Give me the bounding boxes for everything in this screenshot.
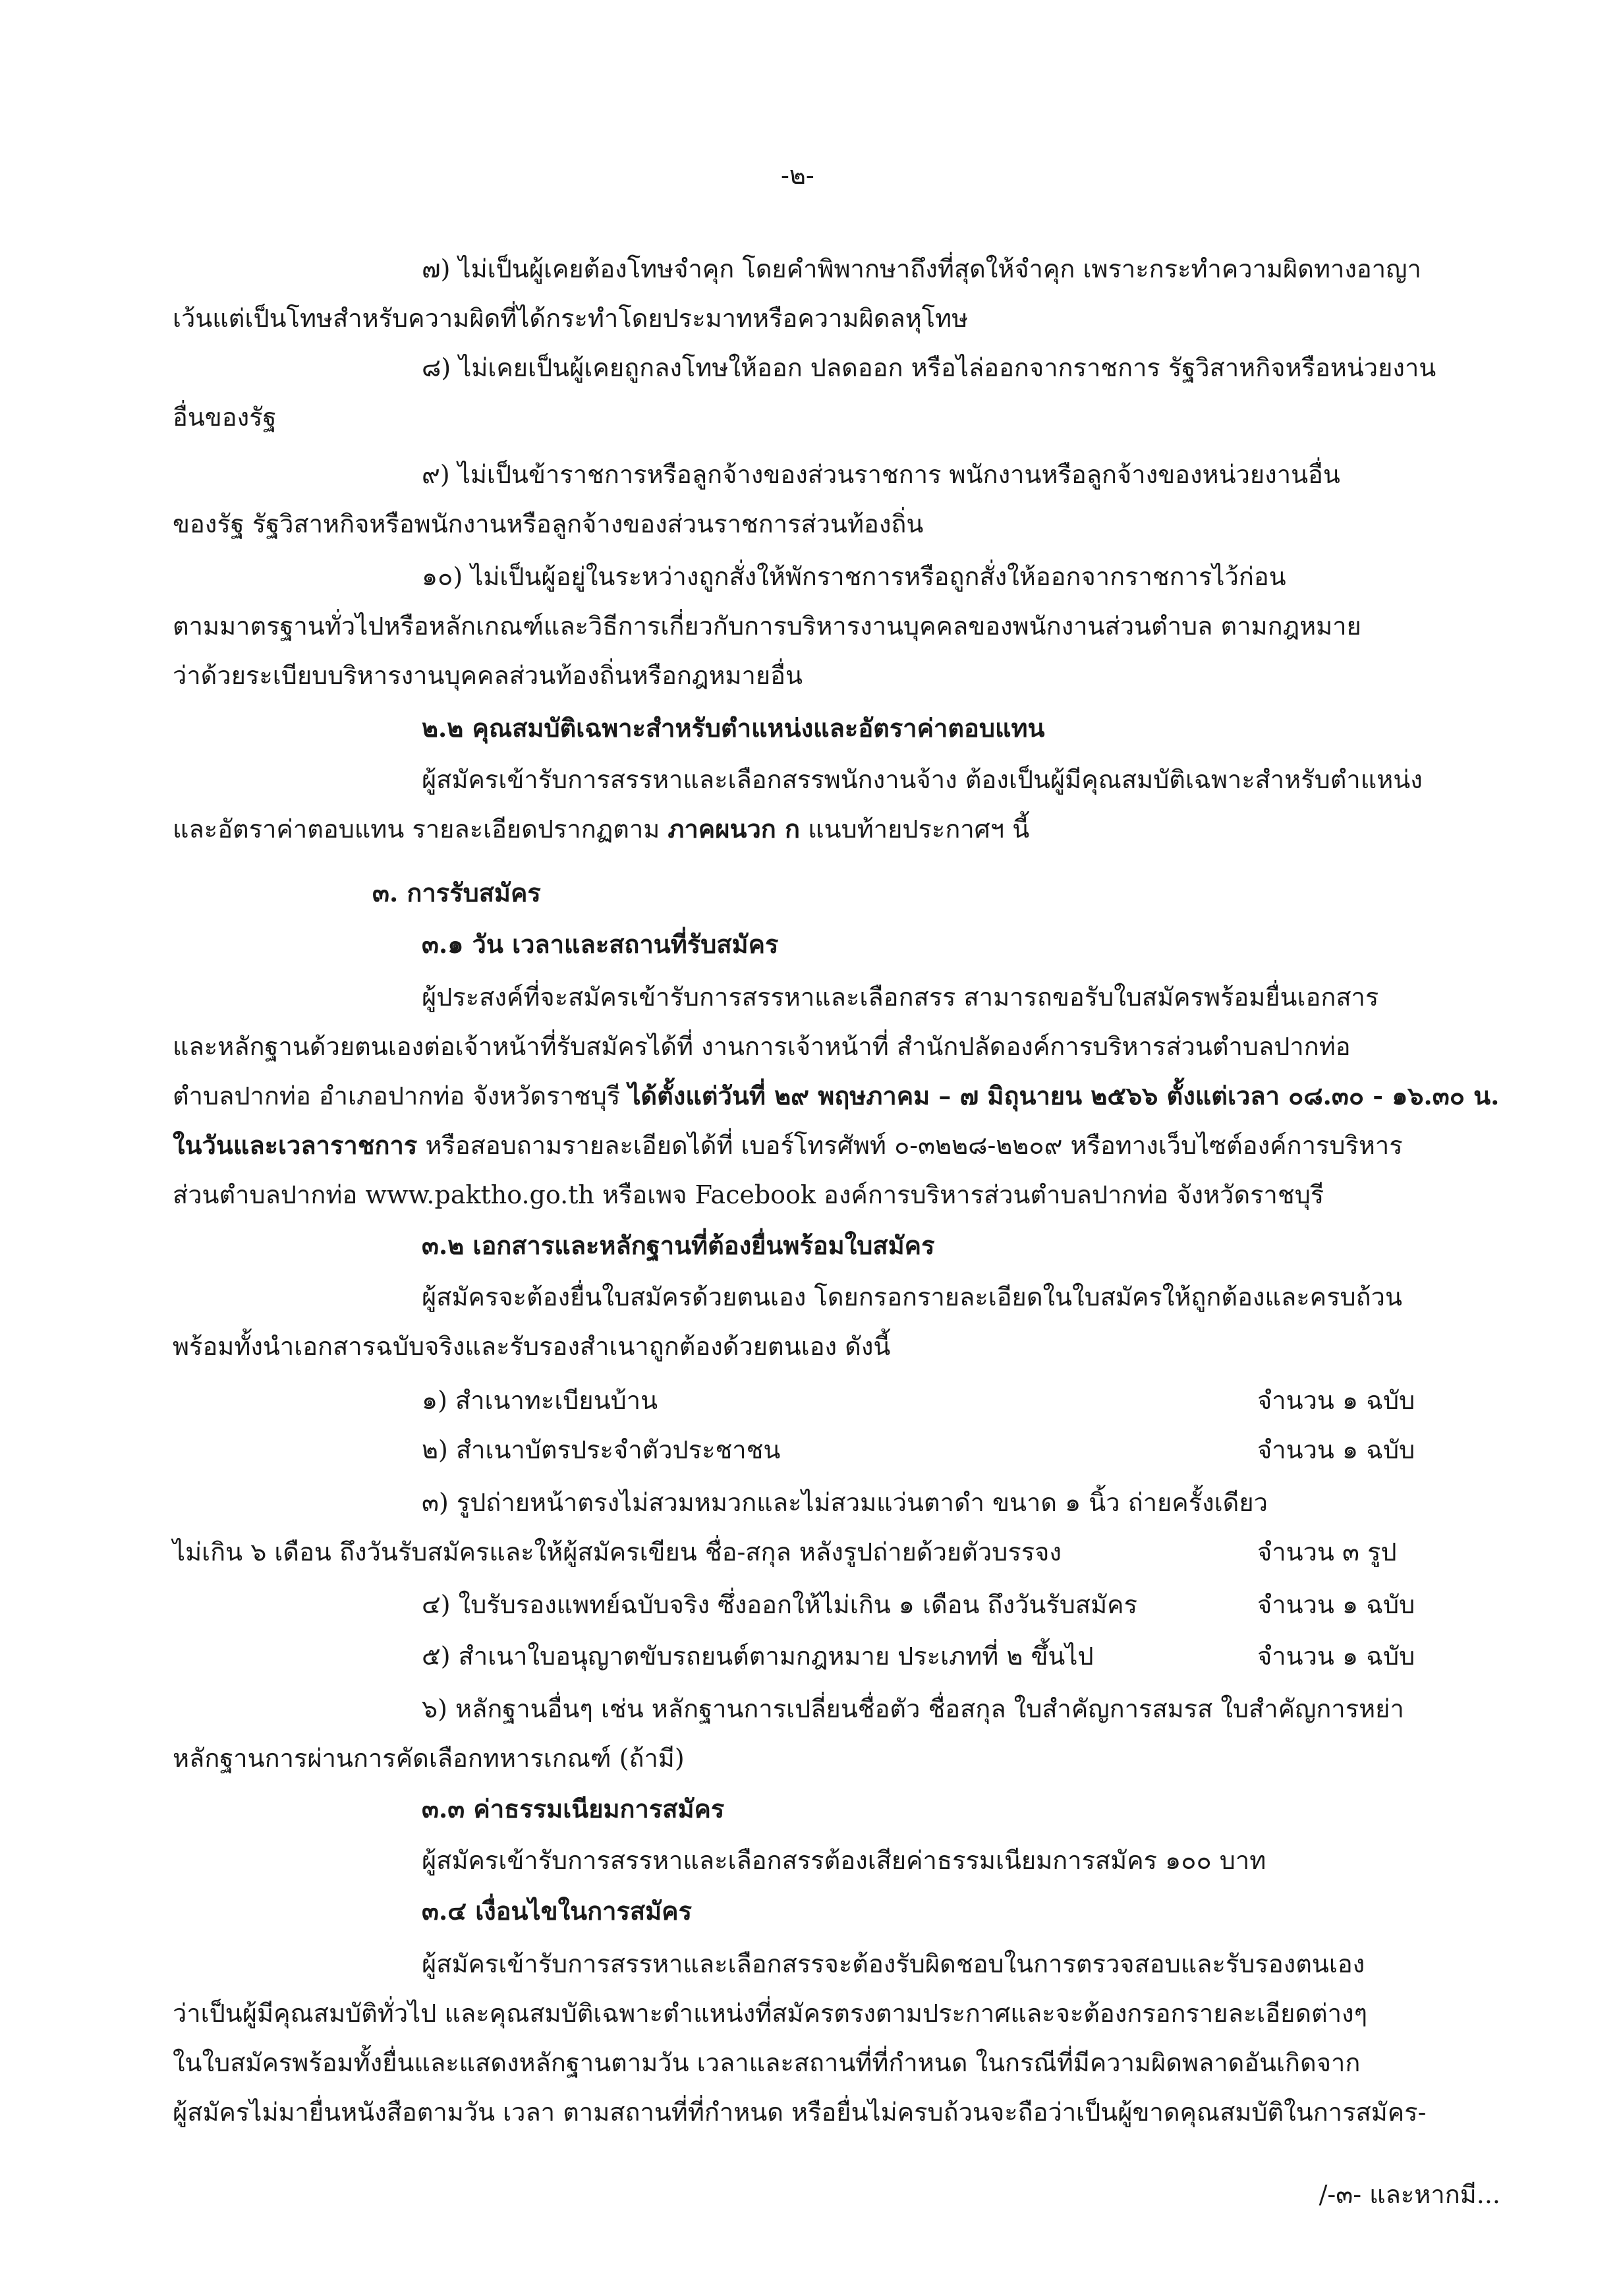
doc-item-3-line1 xyxy=(422,1483,1542,1522)
doc-item-text: ๑) สำเนาทะเบียนบ้าน xyxy=(422,1386,658,1415)
qual-10-line1: ๑๐) ไม่เป็นผู้อยู่ในระหว่างถูกสั่งให้พักราชการหรือถูกสั่งให้ออกจากราชการไว้ก่อน xyxy=(422,562,1286,591)
section-3-2-heading: ๓.๒ เอกสารและหลักฐานที่ต้องยื่นพร้อมใบสมัคร xyxy=(422,1230,935,1260)
doc-item-1 xyxy=(422,1381,1542,1420)
qual-7-line2: เว้นแต่เป็นโทษสำหรับความผิดที่ได้กระทำโดยประมาทหรือความผิดลหุโทษ xyxy=(173,304,969,333)
doc-item-text: ๒) สำเนาบัตรประจำตัวประชาชน xyxy=(422,1435,781,1464)
section-3-2-line1: ผู้สมัครจะต้องยื่นใบสมัครด้วยตนเอง โดยกรอกรายละเอียดในใบสมัครให้ถูกต้องและครบถ้วน xyxy=(422,1282,1402,1311)
doc-item-6-line1: ๖) หลักฐานอื่นๆ เช่น หลักฐานการเปลี่ยนชื่อตัว ชื่อสกุล ใบสำคัญการสมรส ใบสำคัญการหย่า xyxy=(422,1694,1404,1723)
section-2-2-heading: ๒.๒ คุณสมบัติเฉพาะสำหรับตำแหน่งและอัตราค่าตอบแทน xyxy=(422,713,1045,743)
qual-7-line1: ๗) ไม่เป็นผู้เคยต้องโทษจำคุก โดยคำพิพากษาถึงที่สุดให้จำคุก เพราะกระทำความผิดทางอาญา xyxy=(422,254,1421,283)
section-3-1-line3: ตำบลปากท่อ อำเภอปากท่อ จังหวัดราชบุรี ได้ตั้งแต่วันที่ ๒๙ พฤษภาคม – ๗ มิถุนายน ๒๕๖๖ ตั้งแต่เวลา ๐๘.๓๐ - ๑๖.๓๐ น. xyxy=(173,1081,1500,1110)
section-3-4-heading: ๓.๔ เงื่อนไขในการสมัคร xyxy=(422,1896,692,1926)
section-3-4-line2: ว่าเป็นผู้มีคุณสมบัติทั่วไป และคุณสมบัติเฉพาะตำแหน่งที่สมัครตรงตามประกาศและจะต้องกรอกรายละเอียดต่างๆ xyxy=(173,1999,1367,2028)
qual-10-line3: ว่าด้วยระเบียบบริหารงานบุคคลส่วนท้องถิ่นหรือกฎหมายอื่น xyxy=(173,661,803,690)
section-2-2-line1: ผู้สมัครเข้ารับการสรรหาและเลือกสรรพนักงานจ้าง ต้องเป็นผู้มีคุณสมบัติเฉพาะสำหรับตำแหน่ง xyxy=(422,765,1423,794)
doc-item-qty: จำนวน ๑ ฉบับ xyxy=(1257,1642,1415,1671)
section-3-4-line3: ในใบสมัครพร้อมทั้งยื่นและแสดงหลักฐานตามวัน เวลาและสถานที่ที่กำหนด ในกรณีที่มีความผิดพลาดอันเกิดจาก xyxy=(173,2048,1361,2077)
qual-10-line2: ตามมาตรฐานทั่วไปหรือหลักเกณฑ์และวิธีการเกี่ยวกับการบริหารงานบุคคลของพนักงานส่วนตำบล ตามกฎหมาย xyxy=(173,612,1361,641)
doc-item-qty: จำนวน ๓ รูป xyxy=(1257,1537,1397,1566)
section-3-1-heading: ๓.๑ วัน เวลาและสถานที่รับสมัคร xyxy=(422,929,779,959)
section-3-1-line2: และหลักฐานด้วยตนเองต่อเจ้าหน้าที่รับสมัครได้ที่ งานการเจ้าหน้าที่ สำนักปลัดองค์การบริหารส่วนตำบลปากท่อ xyxy=(173,1032,1351,1061)
page-footer-continuation: /-๓- และหากมี... xyxy=(1319,2180,1500,2209)
qual-9-line2: ของรัฐ รัฐวิสาหกิจหรือพนักงานหรือลูกจ้างของส่วนราชการส่วนท้องถิ่น xyxy=(173,509,924,538)
doc-item-qty: จำนวน ๑ ฉบับ xyxy=(1257,1386,1415,1415)
section-3-4-line4: ผู้สมัครไม่มายื่นหนังสือตามวัน เวลา ตามสถานที่ที่กำหนด หรือยื่นไม่ครบถ้วนจะถือว่าเป็นผู้ขาดคุณสมบัติในการสมัคร- xyxy=(173,2098,1427,2127)
section-3-1-line1: ผู้ประสงค์ที่จะสมัครเข้ารับการสรรหาและเลือกสรร สามารถขอรับใบสมัครพร้อมยื่นเอกสาร xyxy=(422,983,1379,1012)
doc-item-text: ๔) ใบรับรองแพทย์ฉบับจริง ซึ่งออกให้ไม่เกิน ๑ เดือน ถึงวันรับสมัคร xyxy=(422,1590,1137,1619)
section-3-3-heading: ๓.๓ ค่าธรรมเนียมการสมัคร xyxy=(422,1794,725,1823)
doc-item-text: ไม่เกิน ๖ เดือน ถึงวันรับสมัครและให้ผู้สมัครเขียน ชื่อ-สกุล หลังรูปถ่ายด้วยตัวบรรจง xyxy=(173,1537,1062,1566)
page-number: -๒- xyxy=(781,161,814,190)
qual-8-line1: ๘) ไม่เคยเป็นผู้เคยถูกลงโทษให้ออก ปลดออก หรือไล่ออกจากราชการ รัฐวิสาหกิจหรือหน่วยงาน xyxy=(422,353,1436,382)
doc-item-4 xyxy=(422,1585,1542,1624)
doc-item-3-line2 xyxy=(173,1532,1543,1572)
doc-item-2 xyxy=(422,1430,1542,1470)
qual-8-line2: อื่นของรัฐ xyxy=(173,403,277,432)
section-3-1-line5: ส่วนตำบลปากท่อ www.paktho.go.th หรือเพจ Facebook องค์การบริหารส่วนตำบลปากท่อ จังหวัดราชบุรี xyxy=(173,1180,1324,1209)
section-3-3-line1: ผู้สมัครเข้ารับการสรรหาและเลือกสรรต้องเสียค่าธรรมเนียมการสมัคร ๑๐๐ บาท xyxy=(422,1846,1266,1875)
doc-item-6-line2: หลักฐานการผ่านการคัดเลือกทหารเกณฑ์ (ถ้ามี) xyxy=(173,1744,685,1773)
section-3-2-line2: พร้อมทั้งนำเอกสารฉบับจริงและรับรองสำเนาถูกต้องด้วยตนเอง ดังนี้ xyxy=(173,1332,891,1361)
qual-9-line1: ๙) ไม่เป็นข้าราชการหรือลูกจ้างของส่วนราชการ พนักงานหรือลูกจ้างของหน่วยงานอื่น xyxy=(422,460,1340,489)
doc-item-text: ๕) สำเนาใบอนุญาตขับรถยนต์ตามกฎหมาย ประเภทที่ ๒ ขึ้นไป xyxy=(422,1642,1094,1671)
section-3-1-line4: ในวันและเวลาราชการ หรือสอบถามรายละเอียดได้ที่ เบอร์โทรศัพท์ ๐-๓๒๒๘-๒๒๐๙ หรือทางเว็บไซต์องค์การบริหาร xyxy=(173,1130,1403,1160)
doc-item-qty: จำนวน ๑ ฉบับ xyxy=(1257,1590,1415,1619)
doc-item-5 xyxy=(422,1636,1542,1676)
section-2-2-line2: และอัตราค่าตอบแทน รายละเอียดปรากฏตาม ภาคผนวก ก แนบท้ายประกาศฯ นี้ xyxy=(173,814,1030,844)
section-3-heading: ๓. การรับสมัคร xyxy=(372,878,541,907)
doc-item-text: ๓) รูปถ่ายหน้าตรงไม่สวมหมวกและไม่สวมแว่นตาดำ ขนาด ๑ นิ้ว ถ่ายครั้งเดียว xyxy=(422,1488,1268,1517)
doc-item-qty: จำนวน ๑ ฉบับ xyxy=(1257,1435,1415,1464)
section-3-4-line1: ผู้สมัครเข้ารับการสรรหาและเลือกสรรจะต้องรับผิดชอบในการตรวจสอบและรับรองตนเอง xyxy=(422,1949,1365,1978)
